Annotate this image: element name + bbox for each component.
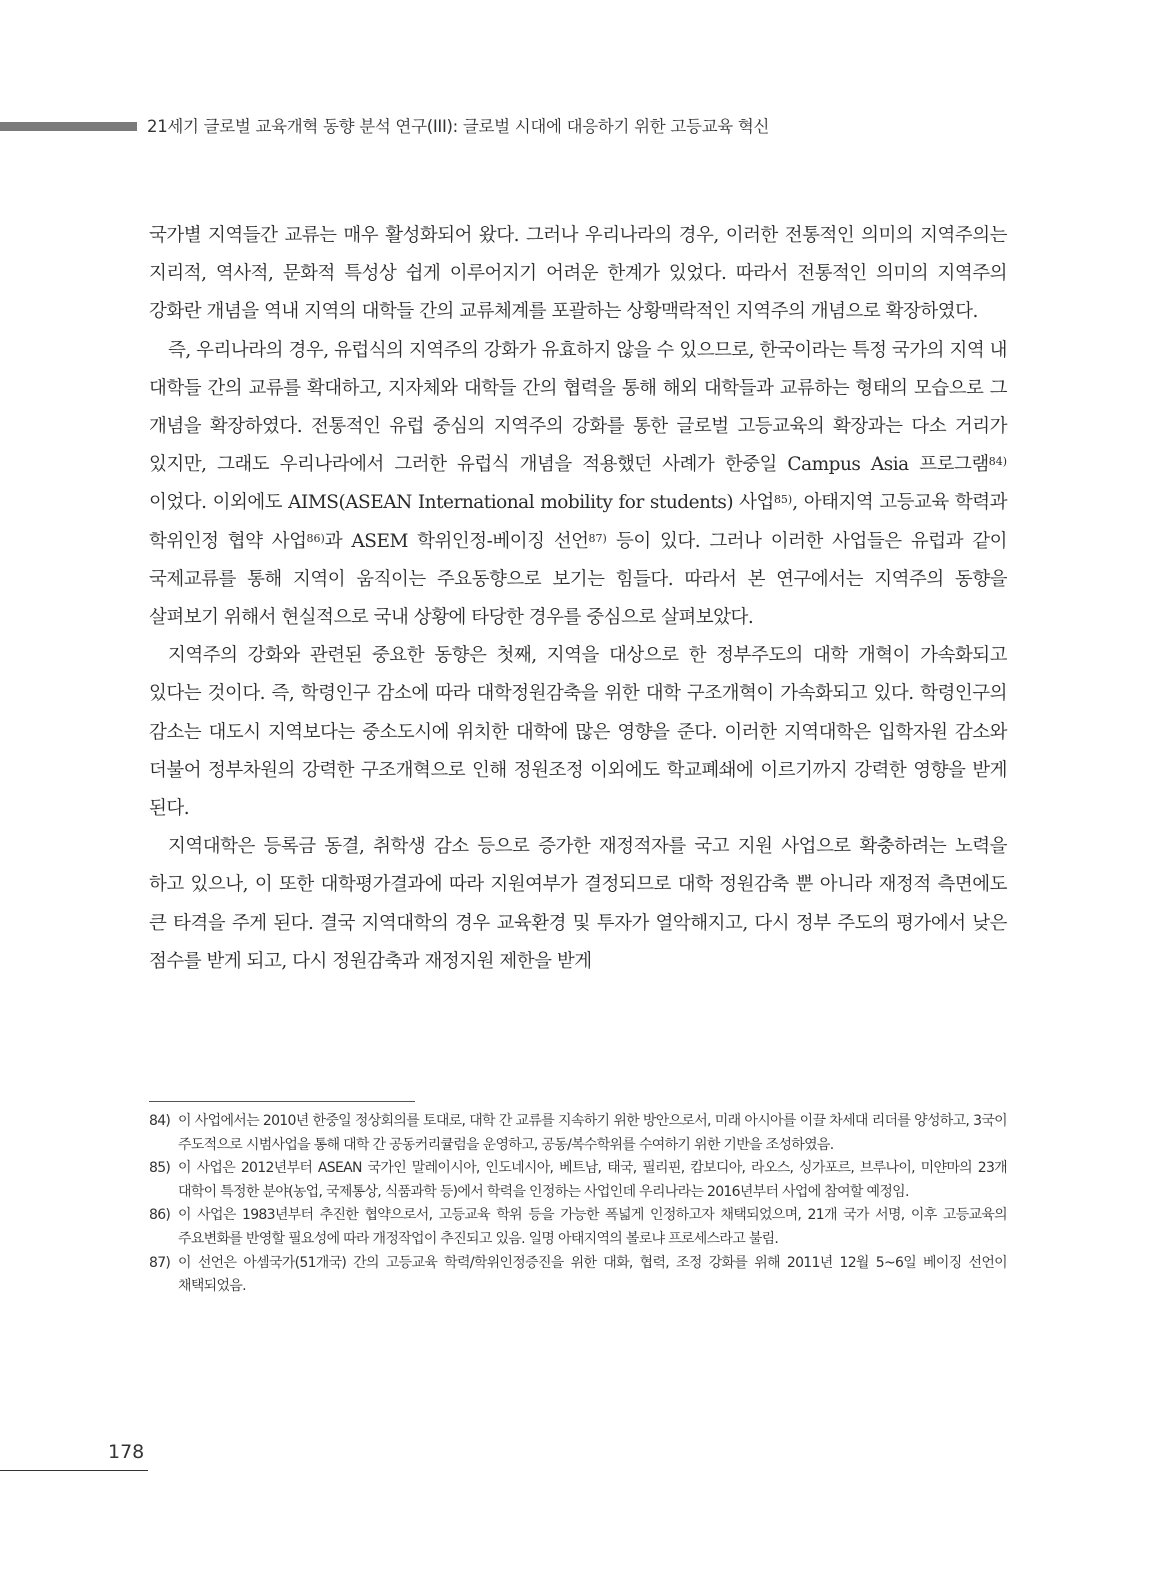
paragraph-2-text-c: , 아태지역 고등교육 학력과 학위인정 협약 사업 <box>149 492 1007 552</box>
body-text <box>149 217 1007 981</box>
paragraph-2-text-b: 이었다. 이외에도 AIMS(ASEAN International mobility for students) 사업 <box>149 492 774 514</box>
footnote-ref-86[interactable]: 86) <box>306 531 325 545</box>
header-accent-bar <box>0 122 137 131</box>
paragraph-4: 지역대학은 등록금 동결, 취학생 감소 등으로 증가한 재정적자를 국고 지원 사업으로 확충하려는 노력을 하고 있으나, 이 또한 대학평가결과에 따라 지원여부가 결정되므로 대학 정원감축 뿐 아니라 재정적 측면에도 큰 타격을 주게 된다. 결국 지역대학의 경우 교육환경 및 투자가 열악해지고, 다시 정부 주도의 평가에서 낮은 점수를 받게 되고, 다시 정원감축과 재정지원 제한을 받게 <box>149 836 1007 972</box>
footnote-ref-87[interactable]: 87) <box>588 531 607 545</box>
paragraph-2-text-d: 과 ASEM 학위인정-베이징 선언 <box>324 530 589 552</box>
footnote-text: 이 사업은 2012년부터 ASEAN 국가인 말레이시아, 인도네시아, 베트남, 태국, 필리핀, 캄보디아, 라오스, 싱가포르, 브루나이, 미얀마의 23개 대학이 특정한 분야(농업, 국제통상, 식품과학 등)에서 학력을 인정하는 사업인데 우리나라는 2016년부터 사업에 참여할 예정임. <box>178 1160 1007 1200</box>
footnote-number: 85) <box>149 1160 171 1177</box>
footnote-text: 이 사업에서는 2010년 한중일 정상회의를 토대로, 대학 간 교류를 지속하기 위한 방안으로서, 미래 아시아를 이끌 차세대 리더를 양성하고, 3국이 주도적으로 시범사업을 통해 대학 간 공동커리큘럼을 운영하고, 공동/복수학위를 수여하기 위한 기반을 조성하였음. <box>178 1113 1007 1153</box>
footnote-ref-84[interactable]: 84) <box>988 455 1007 469</box>
footnote-number: 84) <box>149 1113 171 1129</box>
page-number: 178 <box>108 1441 145 1463</box>
paragraph-2-text-e: 등이 있다. 그러나 이러한 사업들은 유럽과 같이 국제교류를 통해 지역이 움직이는 주요동향으로 보기는 힘들다. 따라서 본 연구에서는 지역주의 동향을 살펴보기 위해서 현실적으로 국내 상황에 타당한 경우를 중심으로 살펴보았다. <box>149 530 1007 629</box>
footnotes <box>149 1110 1007 1299</box>
paragraph-2 <box>149 332 1007 638</box>
footnote-text: 이 사업은 1983년부터 추진한 협약으로서, 고등교육 학위 등을 가능한 폭넓게 인정하고자 채택되었으며, 21개 국가 서명, 이후 고등교육의 주요변화를 반영할 필요성에 따라 개정작업이 추진되고 있음. 일명 아태지역의 볼로냐 프로세스라고 불림. <box>178 1207 1007 1247</box>
paragraph-3: 지역주의 강화와 관련된 중요한 동향은 첫째, 지역을 대상으로 한 정부주도의 대학 개혁이 가속화되고 있다는 것이다. 즉, 학령인구 감소에 따라 대학정원감축을 위한 대학 구조개혁이 가속화되고 있다. 학령인구의 감소는 대도시 지역보다는 중소도시에 위치한 대학에 많은 영향을 준다. 이러한 지역대학은 입학자원 감소와 더불어 정부차원의 강력한 구조개혁으로 인해 정원조정 이외에도 학교폐쇄에 이르기까지 강력한 영향을 받게 된다. <box>149 645 1007 820</box>
footnote-85 <box>149 1157 1007 1204</box>
footnote-number: 87) <box>149 1254 171 1271</box>
paragraph-2-text-a: 즉, 우리나라의 경우, 유럽식의 지역주의 강화가 유효하지 않을 수 있으므로, 한국이라는 특정 국가의 지역 내 대학들 간의 교류를 확대하고, 지자체와 대학들 간의 협력을 통해 해외 대학들과 교류하는 형태의 모습으로 그 개념을 확장하였다. 전통적인 유럽 중심의 지역주의 강화를 통한 글로벌 고등교육의 확장과는 다소 거리가 있지만, 그래도 우리나라에서 그러한 유럽식 개념을 적용했던 사례가 한중일 Campus Asia 프로그램 <box>149 339 1007 476</box>
footnote-text: 이 선언은 아셈국가(51개국) 간의 고등교육 학력/학위인정증진을 위한 대화, 협력, 조정 강화를 위해 2011년 12월 5~6일 베이징 선언이 채택되었음. <box>178 1254 1007 1295</box>
paragraph-1: 국가별 지역들간 교류는 매우 활성화되어 왔다. 그러나 우리나라의 경우, 이러한 전통적인 의미의 지역주의는 지리적, 역사적, 문화적 특성상 쉽게 이루어지기 어려운 한계가 있었다. 따라서 전통적인 의미의 지역주의 강화란 개념을 역내 지역의 대학들 간의 교류체계를 포괄하는 상황맥락적인 지역주의 개념으로 확장하였다. <box>149 225 1007 323</box>
footnote-divider <box>149 1101 415 1102</box>
footnote-number: 86) <box>149 1207 171 1224</box>
footnote-ref-85[interactable]: 85) <box>773 493 793 507</box>
footnote-84 <box>149 1110 1007 1157</box>
running-header-title: 21세기 글로벌 교육개혁 동향 분석 연구(III): 글로벌 시대에 대응하기 위한 고등교육 혁신 <box>147 117 770 136</box>
page-number-rule <box>0 1470 148 1471</box>
footnote-87 <box>149 1252 1007 1299</box>
footnote-86 <box>149 1204 1007 1251</box>
